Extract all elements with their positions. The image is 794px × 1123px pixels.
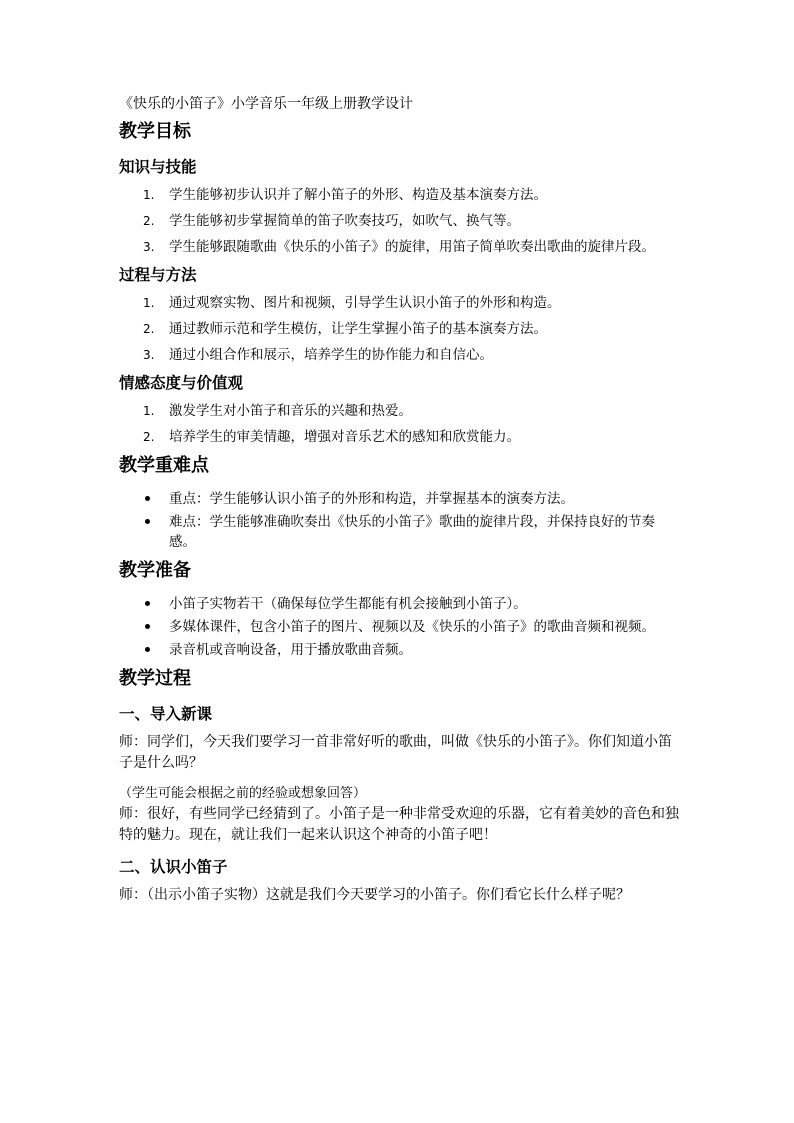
section-heading-objectives: 教学目标 — [119, 121, 191, 142]
list-number: 2. — [143, 322, 155, 336]
list-item — [119, 293, 679, 313]
bullet-icon — [145, 496, 150, 501]
section-heading-preparation: 教学准备 — [119, 560, 191, 581]
list-item-text: 通过小组合作和展示，培养学生的协作能力和自信心。 — [169, 347, 493, 363]
document-title: 《快乐的小笛子》小学音乐一年级上册教学设计 — [119, 96, 413, 112]
list-item-text: 小笛子实物若干（确保每位学生都能有机会接触到小笛子）。 — [169, 596, 527, 612]
emotion-values-list — [119, 401, 679, 447]
subheading-process-method: 过程与方法 — [119, 266, 197, 284]
list-number: 3. — [143, 348, 155, 362]
list-number: 2. — [143, 430, 155, 444]
section-heading-teaching-process: 教学过程 — [119, 668, 191, 689]
list-number: 1. — [143, 404, 155, 418]
list-item — [119, 640, 679, 660]
process-method-list — [119, 293, 679, 365]
document-body — [119, 94, 679, 915]
list-item-text: 难点：学生能够准确吹奏出《快乐的小笛子》歌曲的旋律片段，并保持良好的节奏感。 — [169, 514, 655, 550]
list-number: 1. — [143, 188, 155, 202]
list-number: 3. — [143, 240, 155, 254]
subheading-emotion-values: 情感态度与价值观 — [119, 374, 244, 392]
dialogue-paragraph: 师：很好，有些同学已经猜到了。小笛子是一种非常受欢迎的乐器，它有着美妙的音色和独特的魅力。现在，就让我们一起来认识这个神奇的小笛子吧！ — [119, 806, 679, 843]
bullet-icon — [145, 647, 150, 652]
list-item-text: 多媒体课件，包含小笛子的图片、视频以及《快乐的小笛子》的歌曲音频和视频。 — [169, 619, 655, 635]
list-item-text: 激发学生对小笛子和音乐的兴趣和热爱。 — [169, 403, 412, 419]
list-item-text: 通过教师示范和学生模仿，让学生掌握小笛子的基本演奏方法。 — [169, 321, 547, 337]
dialogue-paragraph: 师：同学们，今天我们要学习一首非常好听的歌曲，叫做《快乐的小笛子》。你们知道小笛子是什么吗？ — [119, 734, 672, 771]
student-response-note: （学生可能会根据之前的经验或想象回答） — [119, 786, 367, 801]
preparation-list — [119, 594, 679, 660]
key-points-list — [119, 489, 679, 552]
list-item — [119, 617, 679, 637]
list-item — [119, 594, 679, 614]
list-item-text: 录音机或音响设备，用于播放歌曲音频。 — [169, 642, 412, 658]
list-item — [119, 185, 679, 205]
list-item-text: 重点：学生能够认识小笛子的外形和构造，并掌握基本的演奏方法。 — [169, 491, 574, 507]
list-item — [119, 401, 679, 421]
subheading-know-flute: 二、认识小笛子 — [119, 858, 228, 876]
list-item-text: 学生能够初步掌握简单的笛子吹奏技巧，如吹气、换气等。 — [169, 213, 520, 229]
list-item — [119, 237, 679, 257]
list-item — [119, 512, 679, 552]
list-item-text: 学生能够跟随歌曲《快乐的小笛子》的旋律，用笛子简单吹奏出歌曲的旋律片段。 — [169, 239, 655, 255]
list-item — [119, 211, 679, 231]
knowledge-list — [119, 185, 679, 257]
list-item-text: 学生能够初步认识并了解小笛子的外形、构造及基本演奏方法。 — [169, 187, 547, 203]
bullet-icon — [145, 601, 150, 606]
list-item — [119, 489, 679, 509]
subheading-intro: 一、导入新课 — [119, 705, 213, 723]
bullet-icon — [145, 624, 150, 629]
bullet-icon — [145, 519, 150, 524]
list-item — [119, 319, 679, 339]
subheading-knowledge: 知识与技能 — [119, 158, 197, 176]
list-item — [119, 427, 679, 447]
list-number: 2. — [143, 214, 155, 228]
dialogue-paragraph: 师：（出示小笛子实物）这就是我们今天要学习的小笛子。你们看它长什么样子呢？ — [119, 887, 630, 903]
section-heading-key-points: 教学重难点 — [119, 455, 209, 476]
list-item-text: 培养学生的审美情趣，增强对音乐艺术的感知和欣赏能力。 — [169, 429, 520, 445]
list-item — [119, 345, 679, 365]
list-number: 1. — [143, 296, 155, 310]
list-item-text: 通过观察实物、图片和视频，引导学生认识小笛子的外形和构造。 — [169, 295, 561, 311]
